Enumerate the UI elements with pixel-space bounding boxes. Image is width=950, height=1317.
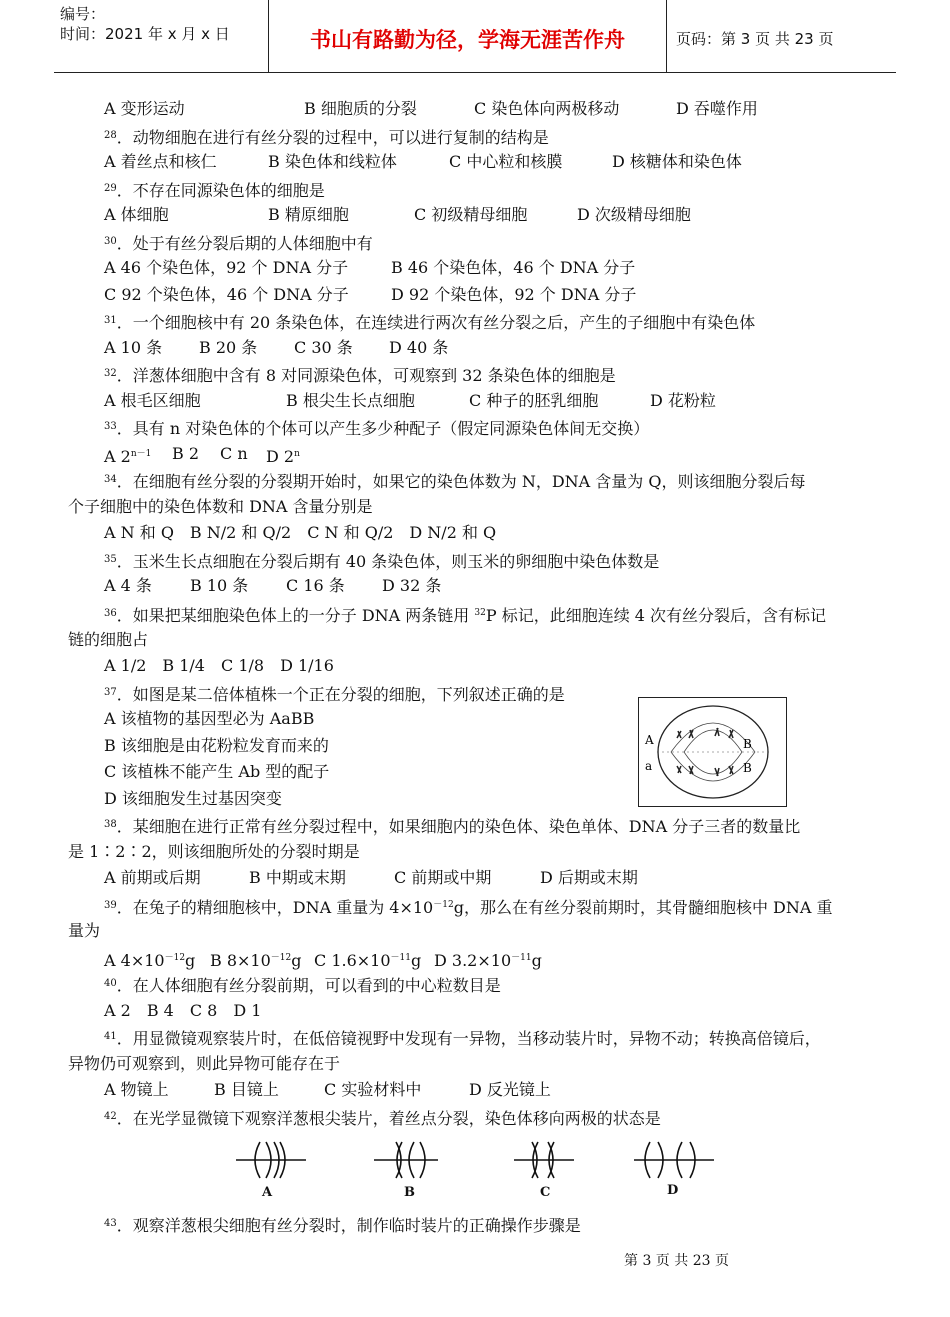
question-number: 35	[104, 554, 117, 565]
option-c: C 30 条	[294, 338, 353, 357]
question-37-option-b: B 该细胞是由花粉粒发育而来的	[104, 736, 329, 755]
option-a: A 4 条	[104, 576, 152, 595]
question-37-option-d: D 该细胞发生过基因突变	[104, 789, 282, 808]
question-40-options: A 2 B 4 C 8 D 1	[104, 1001, 262, 1020]
question-42-stem	[104, 1107, 661, 1129]
figure-label-B-lower: B	[743, 761, 752, 775]
option-c: C 实验材料中	[324, 1080, 422, 1099]
option-d: D 40 条	[389, 338, 449, 357]
option-b: B 46 个染色体，46 个 DNA 分子	[391, 258, 636, 277]
option-b-unit: g	[291, 951, 302, 970]
question-text: ．某细胞在进行正常有丝分裂过程中，如果细胞内的染色体、染色单体、DNA 分子三者的数量比	[116, 817, 801, 836]
option-b: B 2	[172, 444, 200, 463]
option-d: D 吞噬作用	[676, 99, 758, 118]
option-d: D 后期或末期	[540, 868, 638, 887]
option-d: D 32 条	[382, 576, 442, 595]
question-40-stem	[104, 974, 501, 996]
cell-division-figure	[638, 697, 787, 807]
option-a-base: A 2	[104, 447, 131, 466]
question-32-stem	[104, 364, 616, 386]
dividing-cell-diagram	[639, 698, 786, 806]
option-d: D 92 个染色体，92 个 DNA 分子	[391, 285, 637, 304]
figure-label-B-upper: B	[743, 737, 752, 751]
option-b: B 精原细胞	[268, 205, 349, 224]
question-text: ．如果把某细胞染色体上的一分子 DNA 两条链用	[116, 606, 475, 625]
question-number: 41	[104, 1031, 117, 1042]
option-d	[434, 948, 542, 971]
option-b: B 细胞质的分裂	[304, 99, 417, 118]
question-text: ．观察洋葱根尖细胞有丝分裂时，制作临时装片的正确操作步骤是	[116, 1216, 581, 1235]
question-number: 29	[104, 183, 117, 194]
question-33-stem	[104, 417, 649, 439]
option-a: A 物镜上	[104, 1080, 169, 1099]
option-a: A 46 个染色体，92 个 DNA 分子	[104, 258, 349, 277]
option-a-unit: g	[185, 951, 196, 970]
question-number: 37	[104, 687, 117, 698]
question-text: ．在人体细胞有丝分裂前期，可以看到的中心粒数目是	[116, 976, 501, 995]
question-text: ．洋葱体细胞中含有 8 对同源染色体，可观察到 32 条染色体的细胞是	[116, 366, 616, 385]
question-text-cont: g，那么在有丝分裂前期时，其骨髓细胞核中 DNA 重	[453, 898, 833, 917]
option-d-exponent: n	[294, 449, 300, 459]
option-b-base: B 8×10	[210, 951, 271, 970]
option-a-exponent: －12	[164, 953, 186, 963]
option-a	[104, 444, 151, 467]
header-number-label: 编号：	[60, 5, 106, 23]
option-a: A 前期或后期	[104, 868, 201, 887]
option-c: C 中心粒和核膜	[449, 152, 563, 171]
question-text: ．在光学显微镜下观察洋葱根尖装片，着丝点分裂，染色体移向两极的状态是	[116, 1109, 661, 1128]
question-number: 38	[104, 819, 117, 830]
question-34-stem	[104, 470, 806, 492]
question-text: ．如图是某二倍体植株一个正在分裂的细胞，下列叙述正确的是	[116, 685, 565, 704]
question-number: 36	[104, 608, 117, 619]
question-text: ．一个细胞核中有 20 条染色体，在连续进行两次有丝分裂之后，产生的子细胞中有染色体	[116, 313, 756, 332]
question-37-option-a: A 该植物的基因型必为 AaBB	[104, 709, 315, 728]
option-a: A 体细胞	[104, 205, 169, 224]
question-number: 30	[104, 236, 117, 247]
option-d-drawing	[634, 1142, 714, 1178]
question-34-options: A N 和 Q B N/2 和 Q/2 C N 和 Q/2 D N/2 和 Q	[104, 523, 497, 542]
question-41-stem	[104, 1027, 821, 1049]
question-number: 40	[104, 978, 117, 989]
question-29-stem	[104, 179, 325, 201]
figure-label-d: D	[667, 1183, 679, 1198]
question-text: ．玉米生长点细胞在分裂后期有 40 条染色体，则玉米的卵细胞中染色体数是	[116, 552, 660, 571]
option-d: D 反光镜上	[469, 1080, 551, 1099]
option-d	[266, 444, 300, 467]
question-36-stem	[104, 603, 826, 626]
option-d-base: D 2	[266, 447, 295, 466]
question-39-stem	[104, 895, 833, 918]
question-39-stem-cont: 量为	[68, 921, 101, 940]
figure-label-a: a	[645, 759, 653, 773]
option-b: B 20 条	[199, 338, 258, 357]
option-c: C 初级精母细胞	[414, 205, 528, 224]
question-text: ．在兔子的精细胞核中，DNA 重量为 4×10	[116, 898, 434, 917]
option-d-exponent: －11	[511, 953, 532, 963]
question-number: 32	[104, 368, 117, 379]
question-number: 42	[104, 1111, 117, 1122]
header-motto: 书山有路勤为径，学海无涯苦作舟	[310, 28, 625, 52]
page-footer: 第 3 页 共 23 页	[624, 1253, 729, 1269]
question-text: ．动物细胞在进行有丝分裂的过程中，可以进行复制的结构是	[116, 128, 549, 147]
question-31-stem	[104, 311, 755, 333]
question-text-cont: P 标记，此细胞连续 4 次有丝分裂后，含有标记	[485, 606, 827, 625]
isotope-mass-number: 32	[474, 608, 486, 618]
figure-label-A: A	[645, 733, 654, 747]
question-35-stem	[104, 550, 659, 572]
question-30-stem	[104, 232, 373, 254]
figure-label-b: B	[404, 1185, 415, 1200]
option-c-exponent: －11	[390, 953, 411, 963]
option-b: B 根尖生长点细胞	[286, 391, 415, 410]
option-a: A 变形运动	[104, 99, 185, 118]
figure-label-a: A	[262, 1185, 273, 1200]
option-a	[104, 948, 195, 971]
question-34-stem-cont: 个子细胞中的染色体数和 DNA 含量分别是	[68, 497, 373, 516]
exponent: －12	[433, 900, 454, 910]
question-text: ．处于有丝分裂后期的人体细胞中有	[116, 234, 373, 253]
question-number: 43	[104, 1218, 117, 1229]
page-header	[54, 0, 896, 73]
option-c: C n	[220, 444, 248, 463]
option-b-drawing	[374, 1142, 438, 1178]
option-c	[314, 948, 421, 971]
option-b: B 染色体和线粒体	[268, 152, 397, 171]
option-c: C 染色体向两极移动	[474, 99, 620, 118]
option-c-drawing	[514, 1142, 574, 1178]
option-b: B 目镜上	[214, 1080, 279, 1099]
option-c: C 92 个染色体，46 个 DNA 分子	[104, 285, 349, 304]
question-number: 31	[104, 315, 117, 326]
option-a-drawing	[236, 1142, 306, 1178]
question-43-stem	[104, 1214, 581, 1236]
option-b	[210, 948, 302, 971]
option-b-exponent: －12	[270, 953, 292, 963]
option-d: D 花粉粒	[650, 391, 716, 410]
question-number: 28	[104, 130, 117, 141]
question-38-stem-cont: 是 1∶2∶2，则该细胞所处的分裂时期是	[68, 842, 360, 861]
header-meta	[60, 4, 230, 44]
header-page-info: 页码：第 3 页 共 23 页	[676, 30, 834, 48]
option-c-unit: g	[411, 951, 422, 970]
figure-label-c: C	[540, 1185, 551, 1200]
question-text: ．用显微镜观察装片时，在低倍镜视野中发现有一异物，当移动装片时，异物不动；转换高倍镜后，	[116, 1029, 821, 1048]
option-d: D 次级精母细胞	[577, 205, 691, 224]
question-number: 33	[104, 421, 117, 432]
question-text: ．在细胞有丝分裂的分裂期开始时，如果它的染色体数为 N，DNA 含量为 Q，则该细胞分裂后每	[116, 472, 806, 491]
question-text: ．不存在同源染色体的细胞是	[116, 181, 325, 200]
question-28-stem	[104, 126, 549, 148]
option-d: D 核糖体和染色体	[612, 152, 742, 171]
question-number: 39	[104, 900, 117, 911]
question-37-option-c: C 该植株不能产生 Ab 型的配子	[104, 762, 330, 781]
option-d-base: D 3.2×10	[434, 951, 512, 970]
question-36-options: A 1/2 B 1/4 C 1/8 D 1/16	[104, 656, 334, 675]
option-c: C 种子的胚乳细胞	[469, 391, 599, 410]
option-a: A 根毛区细胞	[104, 391, 201, 410]
option-a: A 10 条	[104, 338, 163, 357]
option-d-unit: g	[531, 951, 542, 970]
chromosome-options-figure	[230, 1130, 730, 1200]
option-a-exponent: n－1	[130, 449, 152, 459]
option-b: B 10 条	[190, 576, 249, 595]
option-c-base: C 1.6×10	[314, 951, 391, 970]
question-text: ．具有 n 对染色体的个体可以产生多少种配子（假定同源染色体间无交换）	[116, 419, 650, 438]
option-a-base: A 4×10	[104, 951, 165, 970]
question-37-stem	[104, 683, 565, 705]
question-number: 34	[104, 474, 117, 485]
question-36-stem-cont: 链的细胞占	[68, 630, 149, 649]
option-c: C 16 条	[286, 576, 345, 595]
option-c: C 前期或中期	[394, 868, 492, 887]
question-41-stem-cont: 异物仍可观察到，则此异物可能存在于	[68, 1054, 341, 1073]
header-time-label: 时间：2021 年 x 月 x 日	[60, 25, 230, 43]
option-b: B 中期或末期	[249, 868, 346, 887]
option-a: A 着丝点和核仁	[104, 152, 217, 171]
header-divider	[666, 0, 667, 72]
question-38-stem	[104, 815, 800, 837]
